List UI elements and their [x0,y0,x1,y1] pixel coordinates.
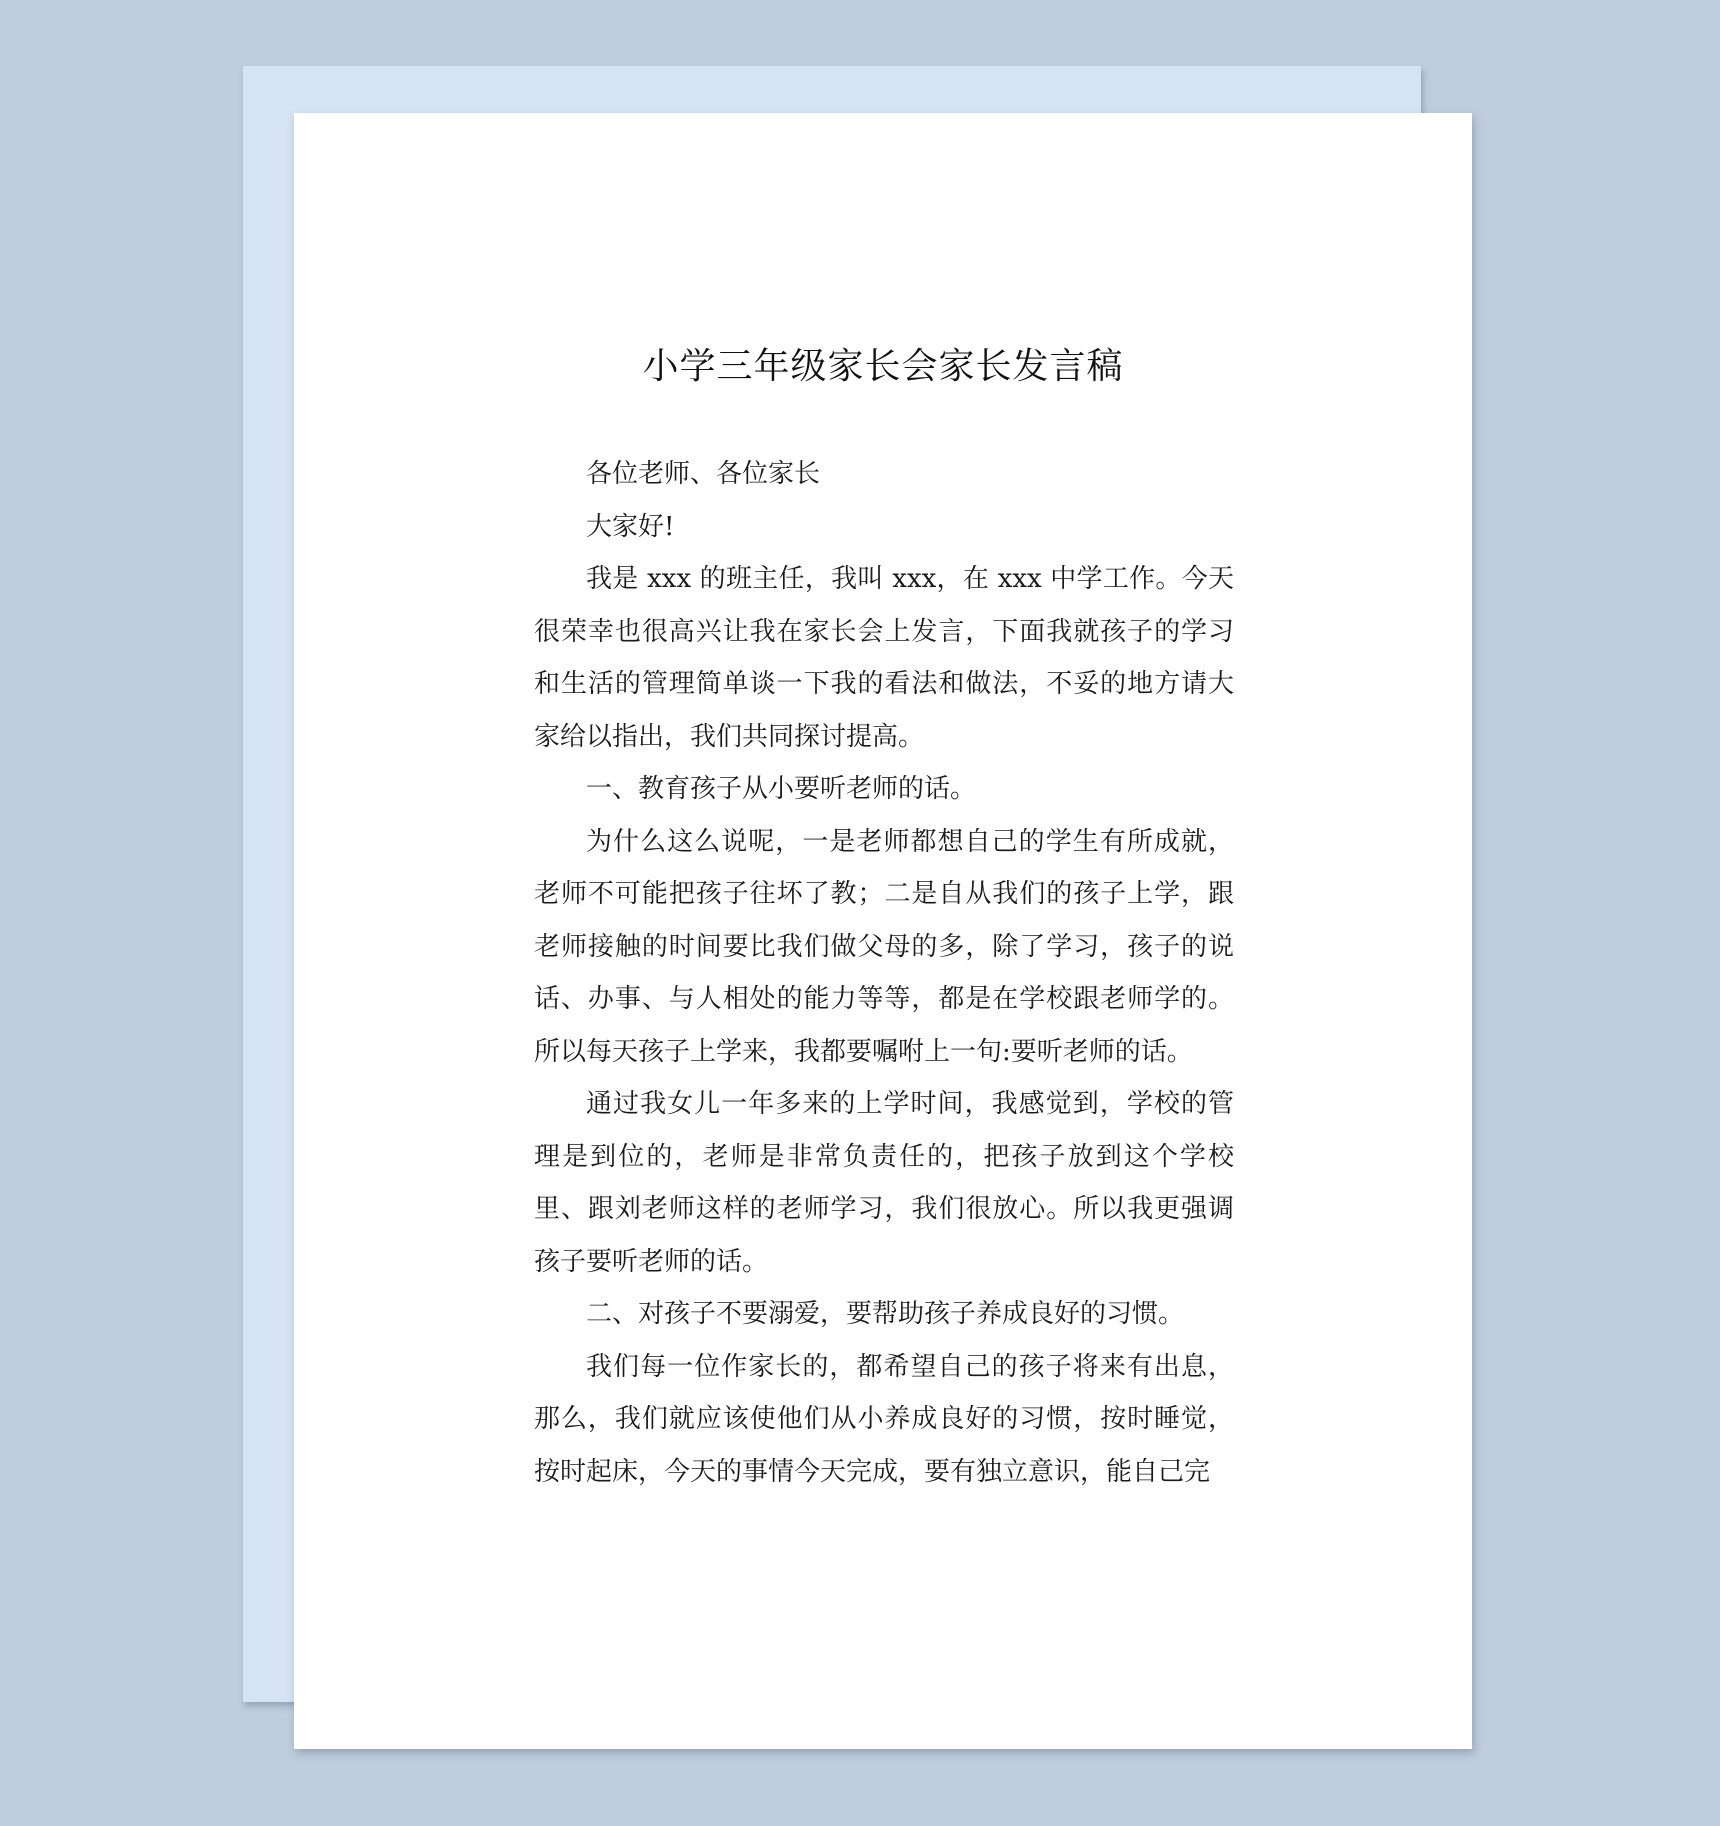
body-paragraph: 为什么这么说呢，一是老师都想自己的学生有所成就，老师不可能把孩子往坏了教；二是自从我们的孩子上学，跟老师接触的时间要比我们做父母的多，除了学习，孩子的说话、办事、与人相处的能力等等，都是在学校跟老师学的。所以每天孩子上学来，我都要嘱咐上一句:要听老师的话。 [534,826,1234,1067]
document-title: 小学三年级家长会家长发言稿 [642,346,1124,387]
section-heading: 二、对孩子不要溺爱，要帮助孩子养成良好的习惯。 [586,1299,1185,1329]
salutation: 各位老师、各位家长 [586,459,821,489]
section-heading: 一、教育孩子从小要听老师的话。 [586,774,977,804]
document-page [294,113,1472,1749]
body-paragraph: 我是 xxx 的班主任，我叫 xxx，在 xxx 中学工作。今天很荣幸也很高兴让我在家长会上发言，下面我就孩子的学习和生活的管理简单谈一下我的看法和做法，不妥的地方请大家给以指出，我们共同探讨提高。 [534,564,1234,752]
body-paragraph: 我们每一位作家长的，都希望自己的孩子将来有出息，那么，我们就应该使他们从小养成良好的习惯，按时睡觉，按时起床，今天的事情今天完成，要有独立意识，能自己完 [534,1351,1234,1487]
document-body [534,448,1234,1498]
greeting: 大家好! [586,511,675,542]
body-paragraph: 通过我女儿一年多来的上学时间，我感觉到，学校的管理是到位的，老师是非常负责任的，把孩子放到这个学校里、跟刘老师这样的老师学习，我们很放心。所以我更强调孩子要听老师的话。 [534,1089,1234,1277]
